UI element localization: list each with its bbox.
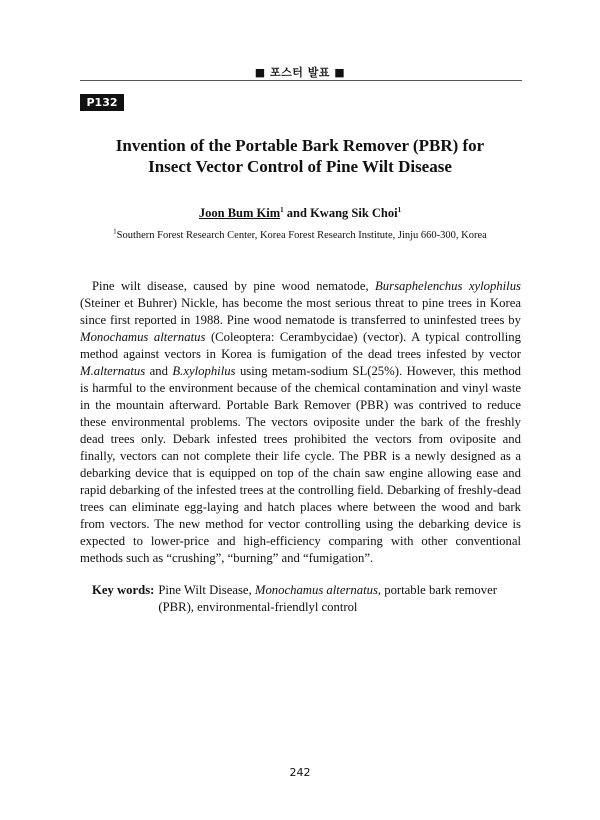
affiliation-mark: 1 bbox=[113, 227, 117, 236]
abstract-body bbox=[80, 278, 521, 567]
abstract-species-4: B.xylophilus bbox=[172, 364, 236, 378]
author-1-affiliation-mark: 1 bbox=[280, 205, 284, 214]
author-2-name: Kwang Sik Choi bbox=[310, 206, 398, 220]
poster-code-badge: P132 bbox=[80, 94, 124, 111]
affiliation bbox=[60, 227, 540, 241]
keywords bbox=[92, 582, 522, 616]
keyword-text-2: portable bark remover (PBR), environmental-friendlyl control bbox=[158, 583, 497, 614]
abstract-text-5: using metam-sodium SL(25%). However, this method is harmful to the environment because of the chemical contamination and vinyl waste in the mountain afterward. Portable Bark Remover (PBR) was contrived to reduce these environmental problems. The vectors oviposite under the bark of the freshly dead trees only. Debark infested trees prohibited the vectors from oviposite and finally, vectors can not complete their life cycle. The PBR is a newly designed as a debarking device that is equipped on top of the chain saw engine allowing ease and rapid debarking of the infested trees at the controlling field. Debarking of freshly-dead trees can eliminate egg-laying and hatch places where between the wood and bark from vectors. The new method for vector controlling using the debarking device is expected to lower-price and high-efficiency comparing with other conventional methods such as “crushing”, “burning” and “fumigation”. bbox=[80, 364, 522, 565]
title-line-1: Invention of the Portable Bark Remover (PBR) for bbox=[115, 136, 485, 155]
keywords-list bbox=[158, 582, 522, 616]
abstract-text-3: (Coleoptera: Cerambycidae) (vector). A typical controlling method against vectors in Korea is fumigation of the dead trees infested by vector bbox=[80, 330, 521, 361]
abstract-species-1: Bursaphelenchus xylophilus bbox=[375, 279, 521, 293]
author-conjunction: and bbox=[283, 206, 311, 220]
paper-title bbox=[60, 135, 540, 177]
abstract-text-4: and bbox=[145, 364, 173, 378]
section-header: ■ 포스터 발표 ■ bbox=[254, 66, 346, 79]
page-number: 242 bbox=[289, 766, 311, 779]
author-1-name: Joon Bum Kim bbox=[198, 206, 281, 220]
abstract-text-2: (Steiner et Buhrer) Nickle, has become the most serious threat to pine trees in Korea since first reported in 1988. Pine wood nematode is transferred to uninfested trees by bbox=[80, 296, 521, 327]
author-list bbox=[60, 206, 540, 221]
title-line-2: Insect Vector Control of Pine Wilt Disease bbox=[148, 157, 452, 176]
abstract-species-2: Monochamus alternatus bbox=[80, 330, 206, 344]
header-divider bbox=[80, 80, 522, 81]
keyword-text-1: Pine Wilt Disease, bbox=[158, 583, 255, 597]
keywords-label: Key words: bbox=[92, 583, 155, 597]
abstract-species-3: M.alternatus bbox=[80, 364, 146, 378]
keyword-species: Monochamus alternatus, bbox=[254, 583, 382, 597]
affiliation-text: Southern Forest Research Center, Korea Forest Research Institute, Jinju 660-300, Korea bbox=[116, 230, 487, 241]
author-2-affiliation-mark: 1 bbox=[397, 205, 402, 214]
abstract-text-1: Pine wilt disease, caused by pine wood nematode, bbox=[92, 279, 376, 293]
